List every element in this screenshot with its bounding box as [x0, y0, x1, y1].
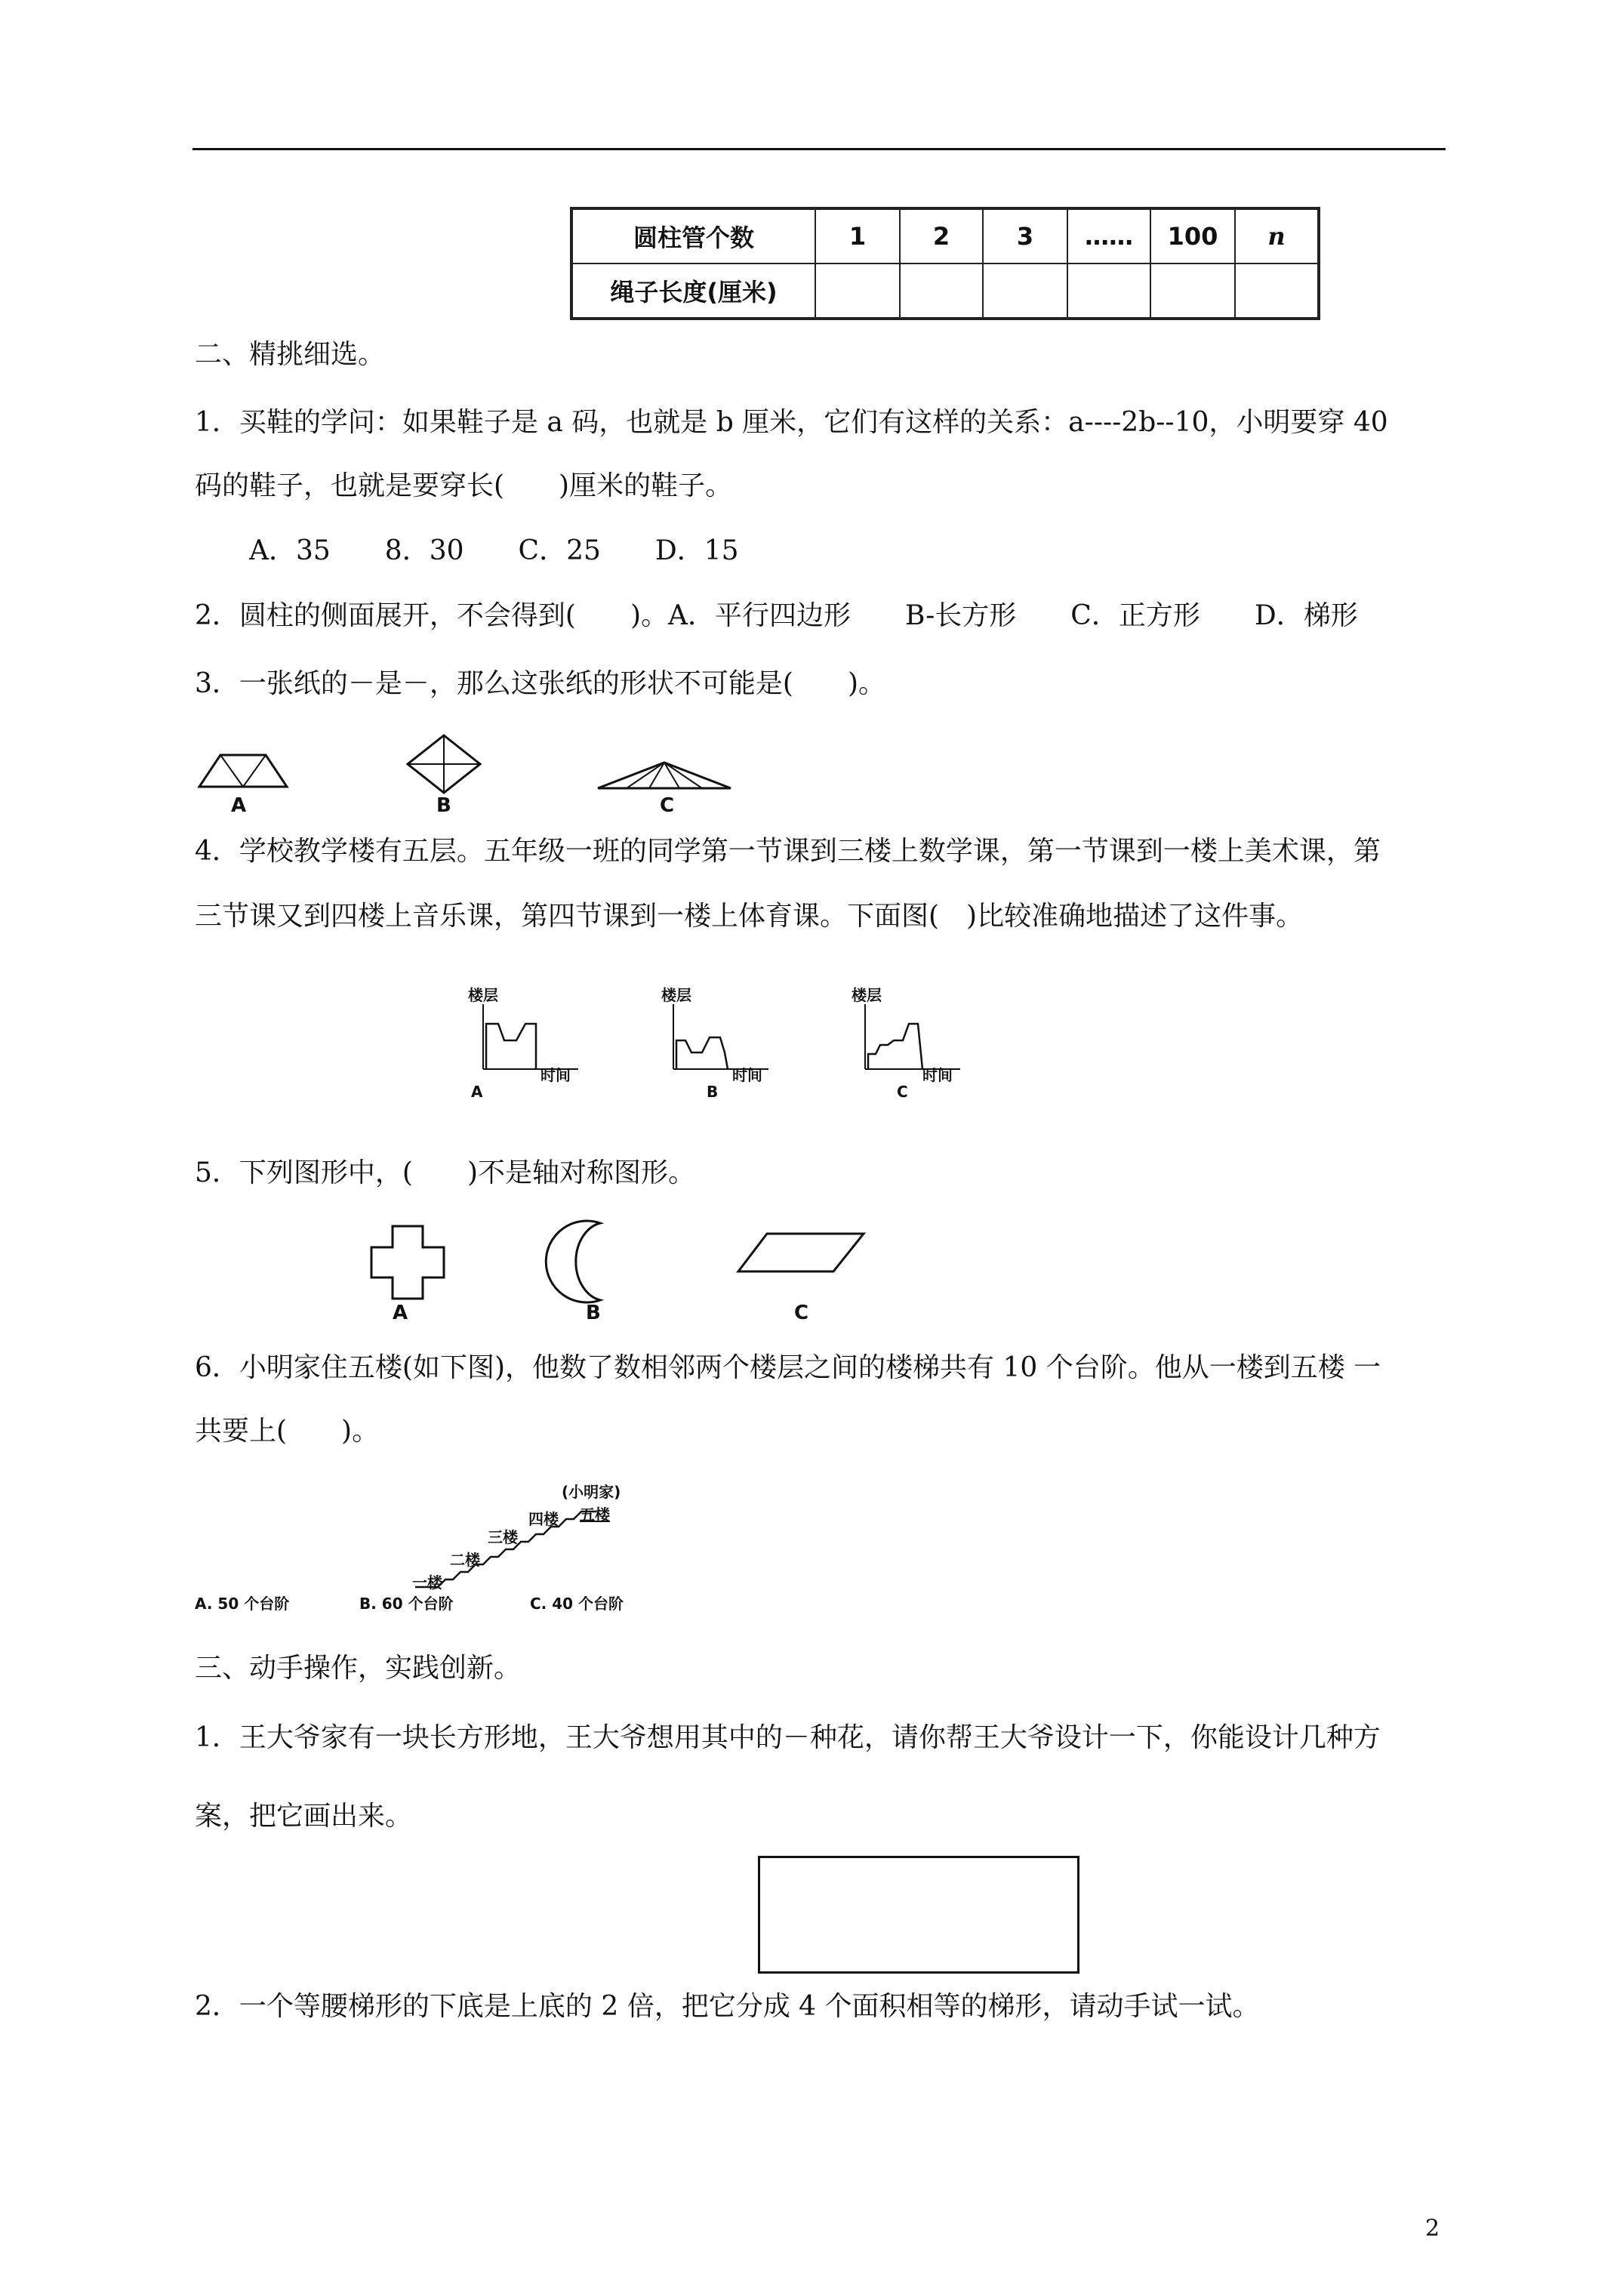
graph-xlabel: 时间 [732, 1066, 762, 1084]
graph-xlabel: 时间 [540, 1066, 571, 1084]
question-text: 1．王大爷家有一块长方形地，王大爷想用其中的－种花，请你帮王大爷设计一下，你能设计几种方 [195, 1722, 1381, 1753]
rhombus-figure-b [406, 734, 482, 794]
table-cell: 2 [900, 208, 983, 264]
figure-label: A [393, 1302, 408, 1324]
table-row [571, 208, 1319, 264]
home-label: (小明家) [562, 1483, 621, 1501]
table-cell: 1 [815, 208, 900, 264]
table-cell [1067, 264, 1150, 319]
table-cell: 100 [1150, 208, 1235, 264]
answer-options: A．35 8．30 C．25 D．15 [249, 535, 739, 566]
answer-option: A. 50 个台阶 [195, 1595, 290, 1613]
table-header-cell: 绳子长度(厘米) [571, 264, 815, 319]
question-text: 4．学校教学楼有五层。五年级一班的同学第一节课到三楼上数学课，第一节课到一楼上美术课，第 [195, 836, 1381, 867]
question-text: 三节课又到四楼上音乐课，第四节课到一楼上体育课。下面图( )比较准确地描述了这件事。 [195, 901, 1304, 932]
table-cell: 3 [983, 208, 1067, 264]
page-number: 2 [1425, 2215, 1440, 2242]
graph-label: B [707, 1083, 719, 1101]
figure-label: B [436, 794, 451, 817]
question-text: 1．买鞋的学问：如果鞋子是 a 码，也就是 b 厘米，它们有这样的关系：a----2b--10，小明要穿 40 [195, 407, 1388, 438]
table-cell [983, 264, 1067, 319]
header-rule [192, 148, 1446, 150]
floor-graph-a [482, 1004, 580, 1072]
section-title: 二、精挑细选。 [195, 339, 386, 370]
figure-label: A [231, 794, 247, 817]
answer-option: C. 40 个台阶 [530, 1595, 624, 1613]
figure-label: C [794, 1302, 809, 1324]
parallelogram-shape-c [737, 1232, 865, 1273]
triangle-figure-c [596, 760, 732, 790]
graph-ylabel: 楼层 [468, 986, 498, 1004]
question-text: 码的鞋子，也就是要穿长( )厘米的鞋子。 [195, 470, 733, 501]
floor-label: 五楼 [580, 1505, 610, 1524]
question-text: 3．一张纸的－是－，那么这张纸的形状不可能是( )。 [195, 668, 885, 699]
floor-label: 四楼 [528, 1510, 559, 1528]
graph-ylabel: 楼层 [661, 986, 691, 1004]
floor-graph-b [672, 1004, 770, 1072]
graph-ylabel: 楼层 [852, 986, 882, 1004]
floor-label: 一楼 [412, 1573, 442, 1592]
cross-shape-a [370, 1225, 445, 1300]
floor-label: 二楼 [450, 1551, 480, 1569]
table-cell [815, 264, 900, 319]
drawing-rectangle [758, 1856, 1079, 1974]
table-cell: n [1235, 208, 1319, 264]
table-cell [900, 264, 983, 319]
question-text: 2．圆柱的侧面展开，不会得到( )。A．平行四边形 B-长方形 C．正方形 D．梯形 [195, 600, 1358, 631]
question-text: 案，把它画出来。 [195, 1801, 413, 1832]
question-text: 2．一个等腰梯形的下底是上底的 2 倍，把它分成 4 个面积相等的梯形，请动手试一试。 [195, 1991, 1260, 2022]
floor-graph-c [864, 1004, 962, 1072]
graph-label: C [897, 1083, 908, 1101]
answer-option: B. 60 个台阶 [359, 1595, 454, 1613]
table-cell: …… [1067, 208, 1150, 264]
rope-length-table [570, 207, 1320, 320]
section-title: 三、动手操作，实践创新。 [195, 1653, 522, 1684]
table-cell [1235, 264, 1319, 319]
question-text: 共要上( )。 [195, 1416, 380, 1447]
table-cell [1150, 264, 1235, 319]
table-header-cell: 圆柱管个数 [571, 208, 815, 264]
crescent-shape-b [559, 1220, 619, 1303]
figure-label: B [586, 1302, 601, 1324]
question-text: 6．小明家住五楼(如下图)，他数了数相邻两个楼层之间的楼梯共有 10 个台阶。他从一楼到五楼 一 [195, 1352, 1381, 1383]
graph-xlabel: 时间 [922, 1066, 953, 1084]
figure-label: C [660, 794, 675, 817]
graph-label: A [471, 1083, 483, 1101]
question-text: 5．下列图形中，( )不是轴对称图形。 [195, 1157, 695, 1188]
floor-label: 三楼 [488, 1528, 518, 1546]
table-row [571, 264, 1319, 319]
trapezoid-figure-a [198, 752, 288, 790]
